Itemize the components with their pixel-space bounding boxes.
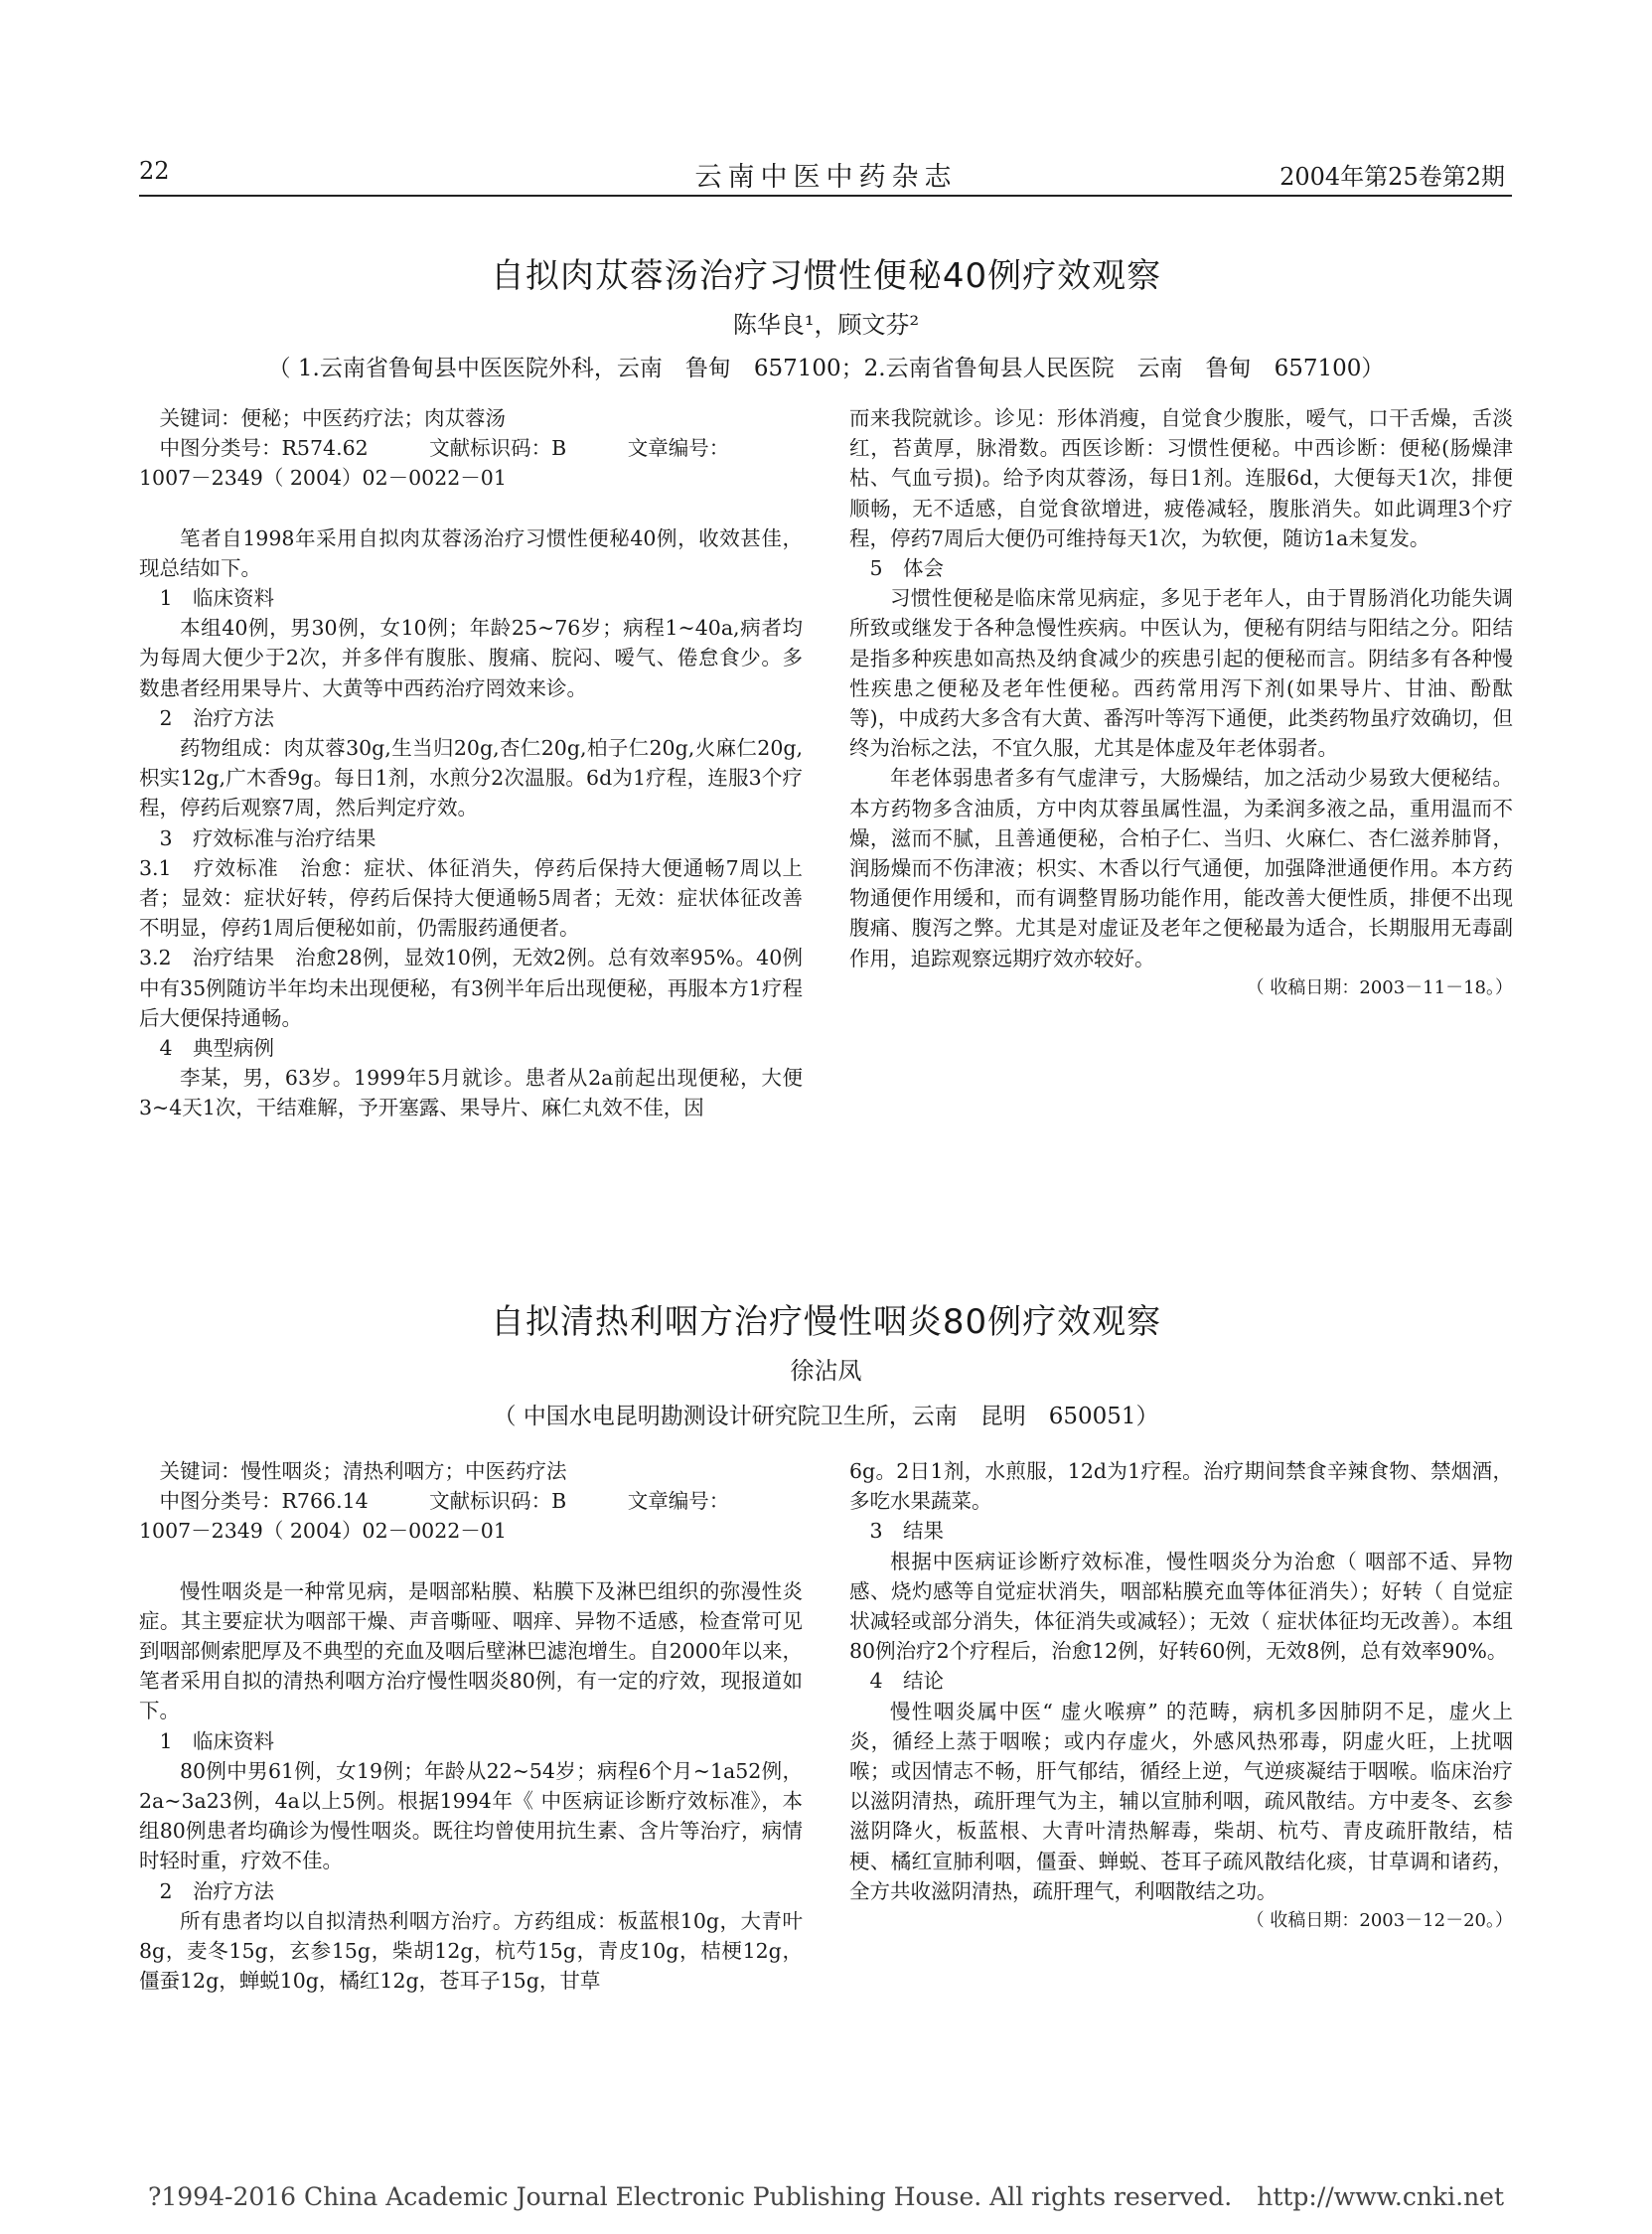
article2-right-column	[849, 1456, 1513, 1936]
article1-affiliation: （ 1.云南省鲁甸县中医医院外科，云南 鲁甸 657100；2.云南省鲁甸县人民医院 云南 鲁甸 657100）	[267, 356, 1385, 381]
issue-info: 2004年第25卷第2期	[1279, 163, 1505, 191]
section-heading: 4 结论	[869, 1669, 945, 1694]
spacer	[139, 1547, 803, 1576]
article2-right-body	[849, 1456, 1513, 1906]
paragraph: 笔者自1998年采用自拟肉苁蓉汤治疗习惯性便秘40例，收效甚佳，现总结如下。	[139, 525, 803, 580]
copyright-footer: ?1994-2016 China Academic Journal Electronic Publishing House. All rights reserved. http://www.cnki.net	[147, 2182, 1505, 2211]
article1-right-body	[849, 403, 1513, 973]
spacer	[139, 494, 803, 523]
paragraph: 所有患者均以自拟清热利咽方治疗。方药组成：板蓝根10g，大青叶8g，麦冬15g，玄参15g，柴胡12g，杭芍15g，青皮10g，桔梗12g，僵蚕12g，蝉蜕10g，橘红12g，苍耳子15g，甘草	[139, 1908, 803, 1994]
page-number: 22	[139, 157, 170, 185]
paragraph: 而来我院就诊。诊见：形体消瘦，自觉食少腹胀，嗳气，口干舌燥，舌淡红，苔黄厚，脉滑数。西医诊断：习惯性便秘。中西诊断：便秘(肠燥津枯、气血亏损)。给予肉苁蓉汤，每日1剂。连服6d，大便每天1次，排便顺畅，无不适感，自觉食欲增进，疲倦减轻，腹胀消失。如此调理3个疗程，停药7周后大便仍可维持每天1次，为软便，随访1a未复发。	[849, 406, 1513, 550]
article1-classification: 中图分类号：R574.62 文献标识码：B 文章编号：	[159, 436, 730, 461]
paragraph: 药物组成：肉苁蓉30g,生当归20g,杏仁20g,柏子仁20g,火麻仁20g,枳实12g,广木香9g。每日1剂，水煎分2次温服。6d为1疗程，连服3个疗程，停药后观察7周，然后判定疗效。	[139, 736, 803, 820]
paragraph: 李某，男，63岁。1999年5月就诊。患者从2a前起出现便秘，大便3~4天1次，干结难解，予开塞露、果导片、麻仁丸效不佳，因	[139, 1066, 803, 1120]
paragraph: 6g。2日1剂，水煎服，12d为1疗程。治疗期间禁食辛辣食物、禁烟酒，多吃水果蔬菜。	[849, 1459, 1513, 1514]
section-heading: 5 体会	[869, 556, 945, 581]
article2-classification: 中图分类号：R766.14 文献标识码：B 文章编号：	[159, 1489, 730, 1514]
article2-authors: 徐沾凤	[790, 1357, 862, 1385]
article1-article-number: 1007－2349（ 2004）02－0022－01	[139, 466, 507, 491]
header-rule	[139, 195, 1512, 197]
section-heading: 3 结果	[869, 1519, 945, 1544]
section-heading: 1 临床资料	[159, 1728, 275, 1753]
article2-left-body	[139, 1576, 803, 1997]
article1-keywords: 关键词：便秘；中医药疗法；肉苁蓉汤	[159, 406, 506, 430]
section-heading: 2 治疗方法	[159, 1878, 275, 1903]
article2-received-date: （ 收稿日期：2003－12－20。）	[1246, 1910, 1513, 1932]
paragraph: 根据中医病证诊断疗效标准，慢性咽炎分为治愈（ 咽部不适、异物感、烧灼感等自觉症状消失，咽部粘膜充血等体征消失）；好转（ 自觉症状减轻或部分消失，体征消失或减轻）；无效（ 症状体征均无改善）。本组80例治疗2个疗程后，治愈12例，好转60例，无效8例，总有效率90%。	[849, 1549, 1513, 1664]
article1-received-date: （ 收稿日期：2003－11－18。）	[1246, 976, 1513, 998]
article1-authors: 陈华良¹，顾文芬²	[732, 311, 920, 339]
paragraph: 本组40例，男30例，女10例；年龄25~76岁；病程1~40a,病者均为每周大便少于2次，并多伴有腹胀、腹痛、脘闷、嗳气、倦怠食少。多数患者经用果导片、大黄等中西药治疗罔效来诊。	[139, 616, 803, 700]
section-heading: 2 治疗方法	[159, 705, 275, 730]
paragraph: 3.2 治疗结果 治愈28例，显效10例，无效2例。总有效率95%。40例中有35例随访半年均未出现便秘，有3例半年后出现便秘，再服本方1疗程后大便保持通畅。	[139, 946, 803, 1030]
article2-affiliation: （ 中国水电昆明勘测设计研究院卫生所，云南 昆明 650051）	[493, 1404, 1159, 1429]
article1-title: 自拟肉苁蓉汤治疗习惯性便秘40例疗效观察	[490, 256, 1162, 296]
paragraph: 80例中男61例，女19例；年龄从22~54岁；病程6个月~1a52例，2a~3a23例，4a以上5例。根据1994年《 中医病证诊断疗效标准》，本组80例患者均确诊为慢性咽炎。既往均曾使用抗生素、含片等治疗，病情时轻时重，疗效不佳。	[139, 1758, 803, 1873]
paragraph: 3.1 疗效标准 治愈：症状、体征消失，停药后保持大便通畅7周以上者；显效：症状好转，停药后保持大便通畅5周者；无效：症状体征改善不明显，停药1周后便秘如前，仍需服药通便者。	[139, 855, 803, 941]
article1-left-body	[139, 523, 803, 1123]
section-heading: 1 临床资料	[159, 586, 275, 611]
article2-article-number: 1007－2349（ 2004）02－0022－01	[139, 1519, 507, 1544]
paragraph: 习惯性便秘是临床常见病症，多见于老年人，由于胃肠消化功能失调所致或继发于各种急慢性疾病。中医认为，便秘有阴结与阳结之分。阳结是指多种疾患如高热及纳食减少的疾患引起的便秘而言。阴结多有各种慢性疾患之便秘及老年性便秘。西药常用泻下剂(如果导片、甘油、酚酞等)，中成药大多含有大黄、番泻叶等泻下通便，此类药物虽疗效确切，但终为治标之法，不宜久服，尤其是体虚及年老体弱者。	[849, 586, 1513, 761]
paragraph: 慢性咽炎是一种常见病，是咽部粘膜、粘膜下及淋巴组织的弥漫性炎症。其主要症状为咽部干燥、声音嘶哑、咽痒、异物不适感，检查常可见到咽部侧索肥厚及不典型的充血及咽后壁淋巴滤泡增生。自2000年以来，笔者采用自拟的清热利咽方治疗慢性咽炎80例，有一定的疗效，现报道如下。	[139, 1578, 803, 1723]
article2-title: 自拟清热利咽方治疗慢性咽炎80例疗效观察	[490, 1302, 1162, 1342]
article1-right-column	[849, 403, 1513, 1003]
paragraph: 慢性咽炎属中医“ 虚火喉痹” 的范畴，病机多因肺阴不足，虚火上炎，循经上蒸于咽喉；或内存虚火，外感风热邪毒，阴虚火旺，上扰咽喉；或因情志不畅，肝气郁结，循经上逆，气逆痰凝结于咽喉。临床治疗以滋阴清热，疏肝理气为主，辅以宣肺利咽，疏风散结。方中麦冬、玄参滋阴降火，板蓝根、大青叶清热解毒，柴胡、杭芍、青皮疏肝散结，桔梗、橘红宣肺利咽，僵蚕、蝉蜕、苍耳子疏风散结化痰，甘草调和诸药，全方共收滋阴清热，疏肝理气，利咽散结之功。	[849, 1699, 1513, 1903]
journal-name: 云南中医中药杂志	[694, 162, 958, 193]
article2-left-column	[139, 1456, 803, 1996]
article2-keywords: 关键词：慢性咽炎；清热利咽方；中医药疗法	[159, 1459, 567, 1483]
article1-left-column	[139, 403, 803, 1123]
section-heading: 4 典型病例	[159, 1036, 275, 1061]
section-heading: 3 疗效标准与治疗结果	[159, 825, 376, 850]
paragraph: 年老体弱患者多有气虚津亏，大肠燥结，加之活动少易致大便秘结。本方药物多含油质，方中肉苁蓉虽属性温，为柔润多液之品，重用温而不燥，滋而不腻，且善通便秘，合柏子仁、当归、火麻仁、杏仁滋养肺肾，润肠燥而不伤津液；枳实、木香以行气通便，加强降泄通便作用。本方药物通便作用缓和，而有调整胃肠功能作用，能改善大便性质，排便不出现腹痛、腹泻之弊。尤其是对虚证及老年之便秘最为适合，长期服用无毒副作用，追踪观察远期疗效亦较好。	[849, 766, 1513, 970]
